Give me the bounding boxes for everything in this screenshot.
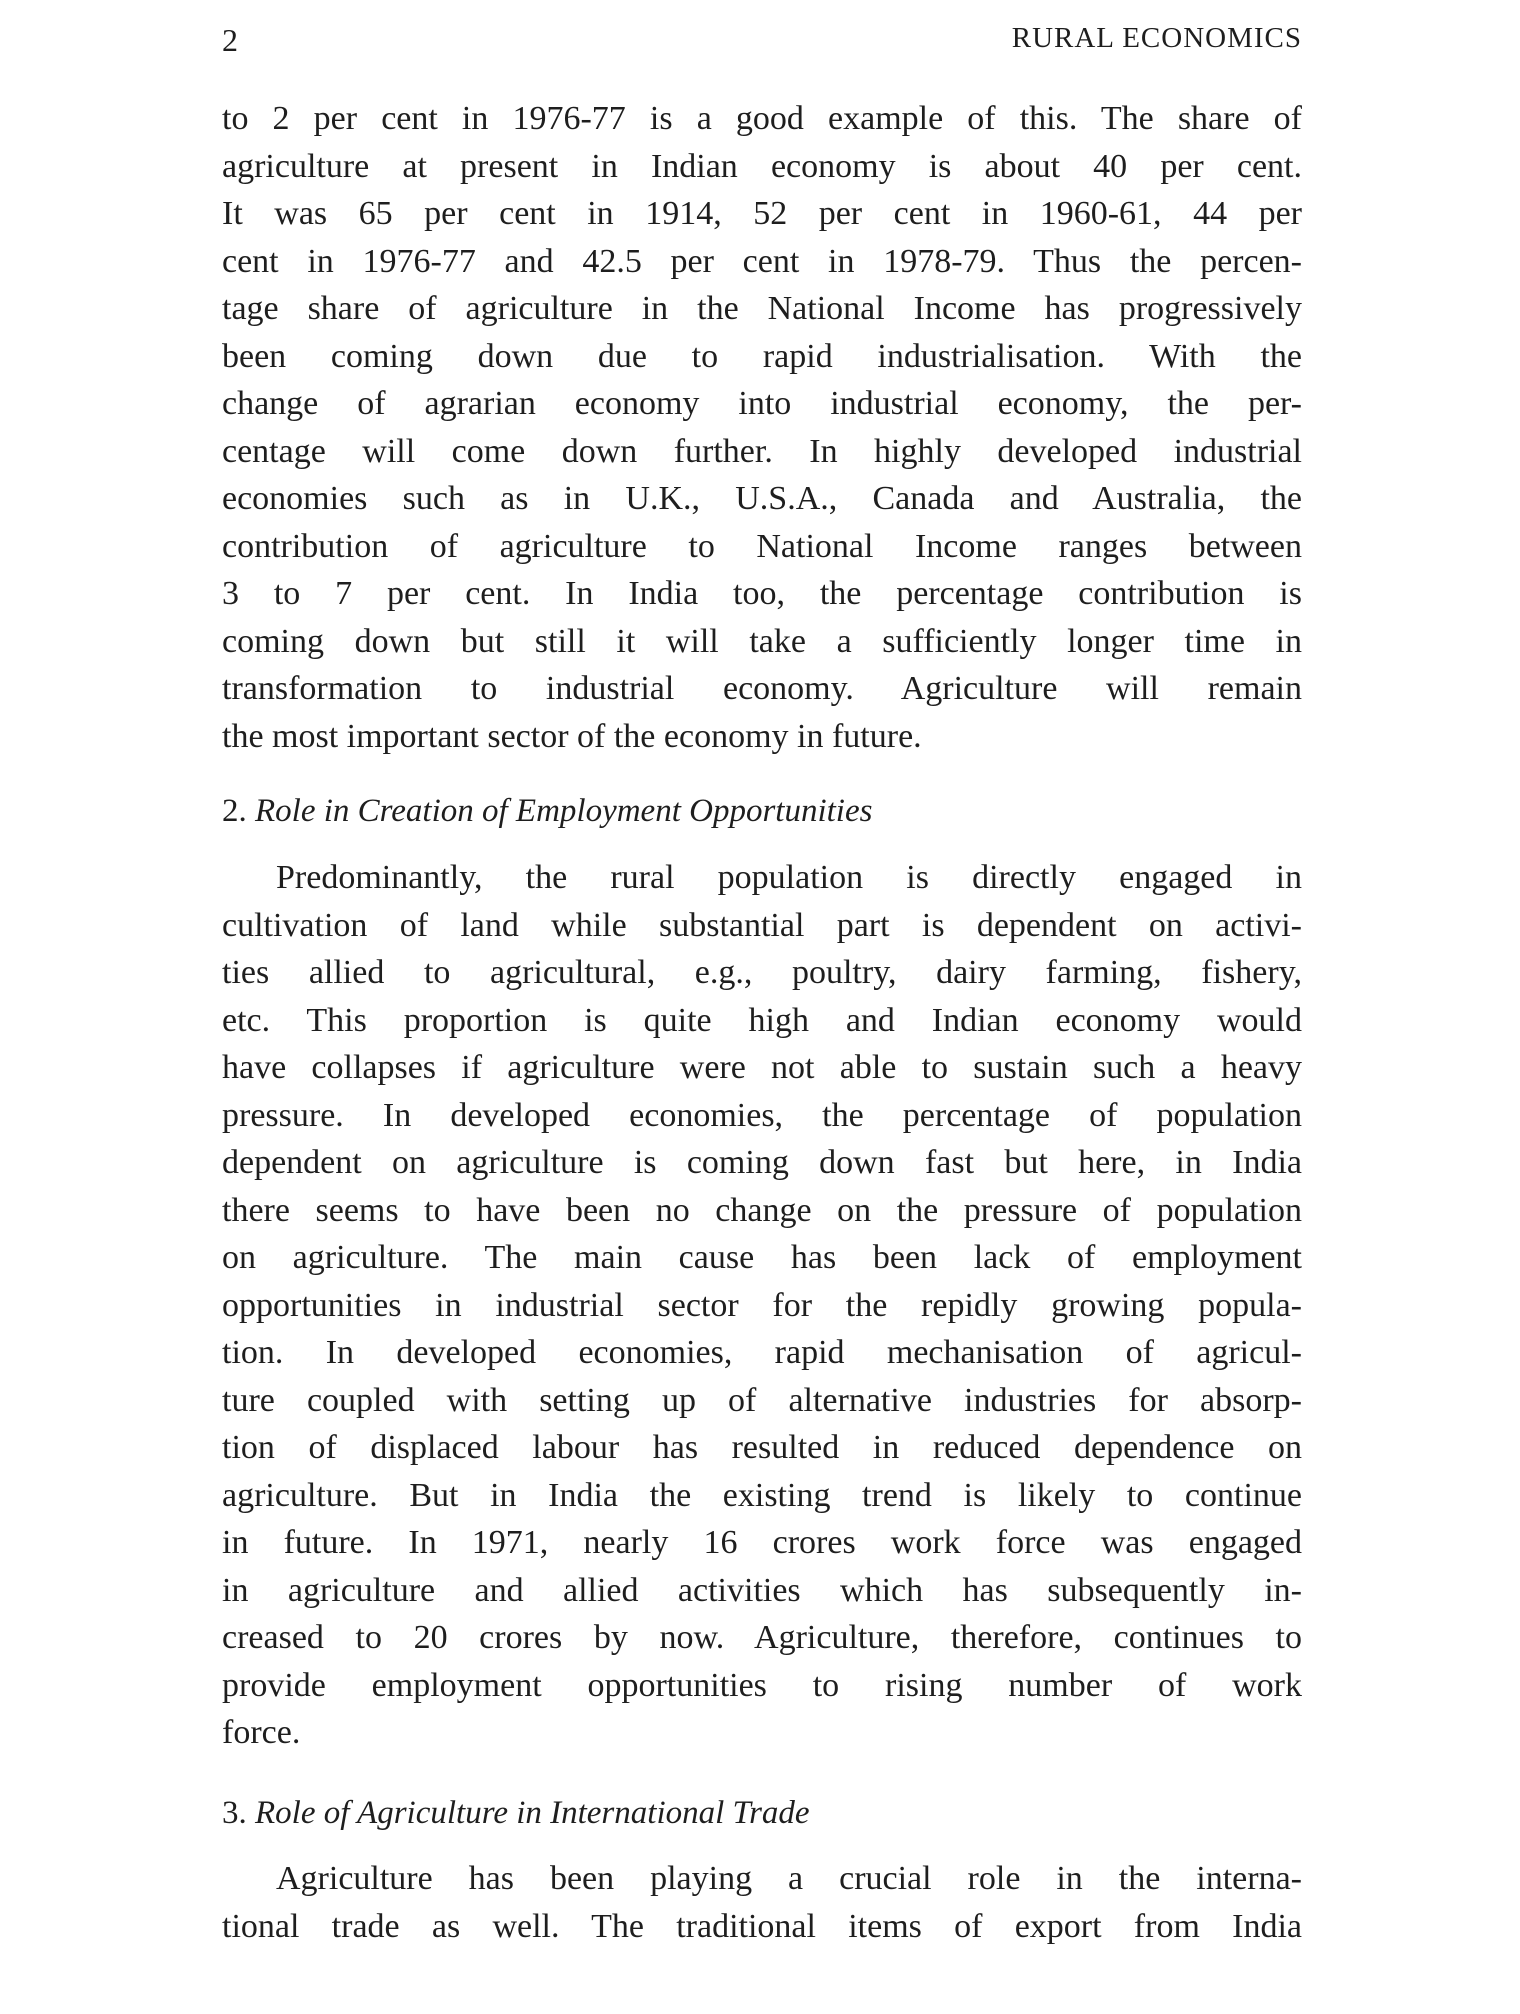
- section-title: Role in Creation of Employment Opportunities: [255, 793, 873, 829]
- text-line: provide employment opportunities to rising number of work: [222, 1666, 1302, 1704]
- text-line: Agriculture has been playing a crucial role in the interna-: [276, 1860, 1302, 1897]
- text-line: in agriculture and allied activities which has subsequently in-: [222, 1571, 1302, 1609]
- text-line: force.: [222, 1714, 301, 1751]
- text-line: dependent on agriculture is coming down fast but here, in India: [222, 1144, 1302, 1181]
- text-line: been coming down due to rapid industrialisation. With the: [222, 337, 1302, 375]
- section-title: Role of Agriculture in International Trade: [255, 1795, 810, 1831]
- text-line: cent in 1976-77 and 42.5 per cent in 1978-79. Thus the percen-: [222, 242, 1302, 280]
- text-line: cultivation of land while substantial part is dependent on activi-: [222, 906, 1302, 944]
- text-line: coming down but still it will take a sufficiently longer time in: [222, 622, 1302, 660]
- section-heading-employment: [222, 788, 1302, 836]
- text-line: tion of displaced labour has resulted in reduced dependence on: [222, 1429, 1302, 1466]
- text-line: agriculture. But in India the existing trend is likely to continue: [222, 1476, 1302, 1514]
- section-number: 3.: [222, 1795, 247, 1831]
- text-line: creased to 20 crores by now. Agriculture, therefore, continues to: [222, 1619, 1302, 1656]
- text-line: opportunities in industrial sector for the repidly growing popula-: [222, 1286, 1302, 1324]
- text-line: to 2 per cent in 1976-77 is a good example of this. The share of: [222, 100, 1302, 137]
- paragraph-trade: [222, 1855, 1302, 1950]
- text-line: transformation to industrial economy. Agriculture will remain: [222, 670, 1302, 707]
- section-number: 2.: [222, 793, 247, 829]
- text-line: have collapses if agriculture were not able to sustain such a heavy: [222, 1049, 1302, 1086]
- text-line: in future. In 1971, nearly 16 crores work force was engaged: [222, 1524, 1302, 1561]
- text-line: centage will come down further. In highly developed industrial: [222, 432, 1302, 470]
- paragraph-agriculture-share: [222, 95, 1302, 760]
- text-line: there seems to have been no change on the pressure of population: [222, 1191, 1302, 1229]
- text-line: pressure. In developed economies, the percentage of population: [222, 1096, 1302, 1134]
- text-line: contribution of agriculture to National Income ranges between: [222, 527, 1302, 565]
- section-heading-trade: [222, 1790, 1302, 1838]
- text-line: tion. In developed economies, rapid mechanisation of agricul-: [222, 1334, 1302, 1371]
- text-line: Predominantly, the rural population is directly engaged in: [276, 859, 1302, 896]
- text-line: on agriculture. The main cause has been lack of employment: [222, 1239, 1302, 1276]
- running-title: RURAL ECONOMICS: [1011, 22, 1302, 54]
- text-line: agriculture at present in Indian economy is about 40 per cent.: [222, 147, 1302, 185]
- text-line: It was 65 per cent in 1914, 52 per cent in 1960-61, 44 per: [222, 195, 1302, 232]
- text-line: economies such as in U.K., U.S.A., Canada and Australia, the: [222, 480, 1302, 517]
- text-line: ture coupled with setting up of alternative industries for absorp-: [222, 1381, 1302, 1419]
- text-line: tional trade as well. The traditional items of export from India: [222, 1907, 1302, 1945]
- text-line: change of agrarian economy into industrial economy, the per-: [222, 385, 1302, 422]
- text-line: tage share of agriculture in the National Income has progressively: [222, 290, 1302, 327]
- paragraph-employment: [222, 854, 1302, 1757]
- text-line: etc. This proportion is quite high and Indian economy would: [222, 1001, 1302, 1039]
- text-line: ties allied to agricultural, e.g., poultry, dairy farming, fishery,: [222, 954, 1302, 991]
- text-line: 3 to 7 per cent. In India too, the percentage contribution is: [222, 575, 1302, 612]
- page-number: 2: [222, 22, 238, 58]
- text-line: the most important sector of the economy in future.: [222, 717, 922, 755]
